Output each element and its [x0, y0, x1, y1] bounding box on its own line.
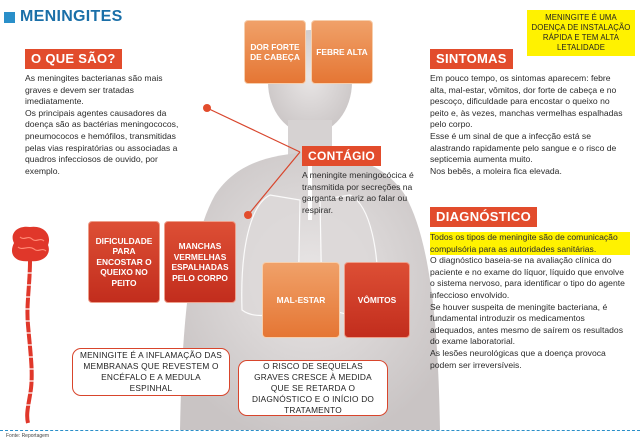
title-square-icon: [4, 12, 15, 23]
diagnostico-paragraph: Se houver suspeita de meningite bacteriana, é fundamental introduzir os medicamentos adequados, antes mesmo de saírem os resultados do exame laboratorial.: [430, 301, 623, 347]
sintomas-paragraph: Esse é um sinal de que a infecção está se alastrando rapidamente pelo sangue e o risco de septicemia aumenta muito.: [430, 130, 617, 165]
sintomas-paragraph: Em pouco tempo, os sintomas aparecem: febre alta, mal-estar, vômitos, dor forte de cabeça e no pescoço, dificuldade para encostar o queixo no peito e, às vezes, manchas vermelhas espalhadas pelo corpo.: [430, 73, 623, 130]
o-que-sao-paragraph: Os principais agentes causadores da doença são as bactérias meningococos, pneumococos e hemófilos, transmitidas pelas vias respiratórias ou associadas a quadros infecciosos de ouvido, por exemplo.: [25, 107, 179, 176]
diagnostico-highlight: Todos os tipos de meningite são de comunicação compulsória para as autoridades sanitárias.: [430, 232, 630, 255]
sintomas-heading: SINTOMAS: [430, 49, 513, 69]
sintomas-paragraph: Nos bebês, a moleira fica elevada.: [430, 165, 562, 176]
page-title: MENINGITES: [20, 8, 123, 25]
tile-febre-alta: FEBRE ALTA: [311, 20, 373, 84]
tile-dor-forte-de-cabeca: DOR FORTE DE CABEÇA: [244, 20, 306, 84]
mouth-marker-dot: [203, 104, 211, 112]
tile-vomitos: VÔMITOS: [344, 262, 410, 338]
sintomas-text: [430, 73, 626, 177]
callout-inflamacao: MENINGITE É A INFLAMAÇÃO DAS MEMBRANAS QUE REVESTEM O ENCÉFALO E A MEDULA ESPINHAL: [72, 348, 230, 396]
o-que-sao-text: [25, 73, 185, 177]
footer-divider: [0, 430, 640, 431]
diagnostico-paragraph: O diagnóstico baseia-se na avaliação clínica do paciente e no exame do líquor, líquido que envolve o sistema nervoso, para identificar o tipo do agente infeccioso envolvido.: [430, 255, 625, 300]
letality-note: MENINGITE É UMA DOENÇA DE INSTALAÇÃO RÁPIDA E TEM ALTA LETALIDADE: [527, 10, 635, 56]
brain-spine-illustration: [6, 225, 56, 425]
tile-mal-estar: MAL-ESTAR: [262, 262, 340, 338]
diagnostico-heading: DIAGNÓSTICO: [430, 207, 537, 227]
callout-risco-sequelas: O RISCO DE SEQUELAS GRAVES CRESCE À MEDIDA QUE SE RETARDA O DIAGNÓSTICO E O INÍCIO DO TRATAMENTO: [238, 360, 388, 416]
contagio-text: A meningite meningocócica é transmitida por secreções na garganta e nariz ao falar ou respirar.: [302, 170, 414, 215]
contagio-heading: CONTÁGIO: [302, 146, 381, 166]
source-credit: Fonte: Reportagem: [6, 433, 50, 439]
o-que-sao-paragraph: As meningites bacterianas são mais graves e devem ser tratadas imediatamente.: [25, 73, 163, 107]
o-que-sao-heading: O QUE SÃO?: [25, 49, 122, 69]
tile-dificuldade-queixo: DIFICULDADE PARA ENCOSTAR O QUEIXO NO PEITO: [88, 221, 160, 303]
brain-shape: [12, 227, 49, 262]
title-block: [4, 6, 123, 28]
diagnostico-text: [430, 232, 630, 371]
tile-manchas-vermelhas: MANCHAS VERMELHAS ESPALHADAS PELO CORPO: [164, 221, 236, 303]
chest-marker-dot: [244, 211, 252, 219]
diagnostico-paragraph: As lesões neurológicas que a doença provoca podem ser irreversíveis.: [430, 347, 606, 370]
